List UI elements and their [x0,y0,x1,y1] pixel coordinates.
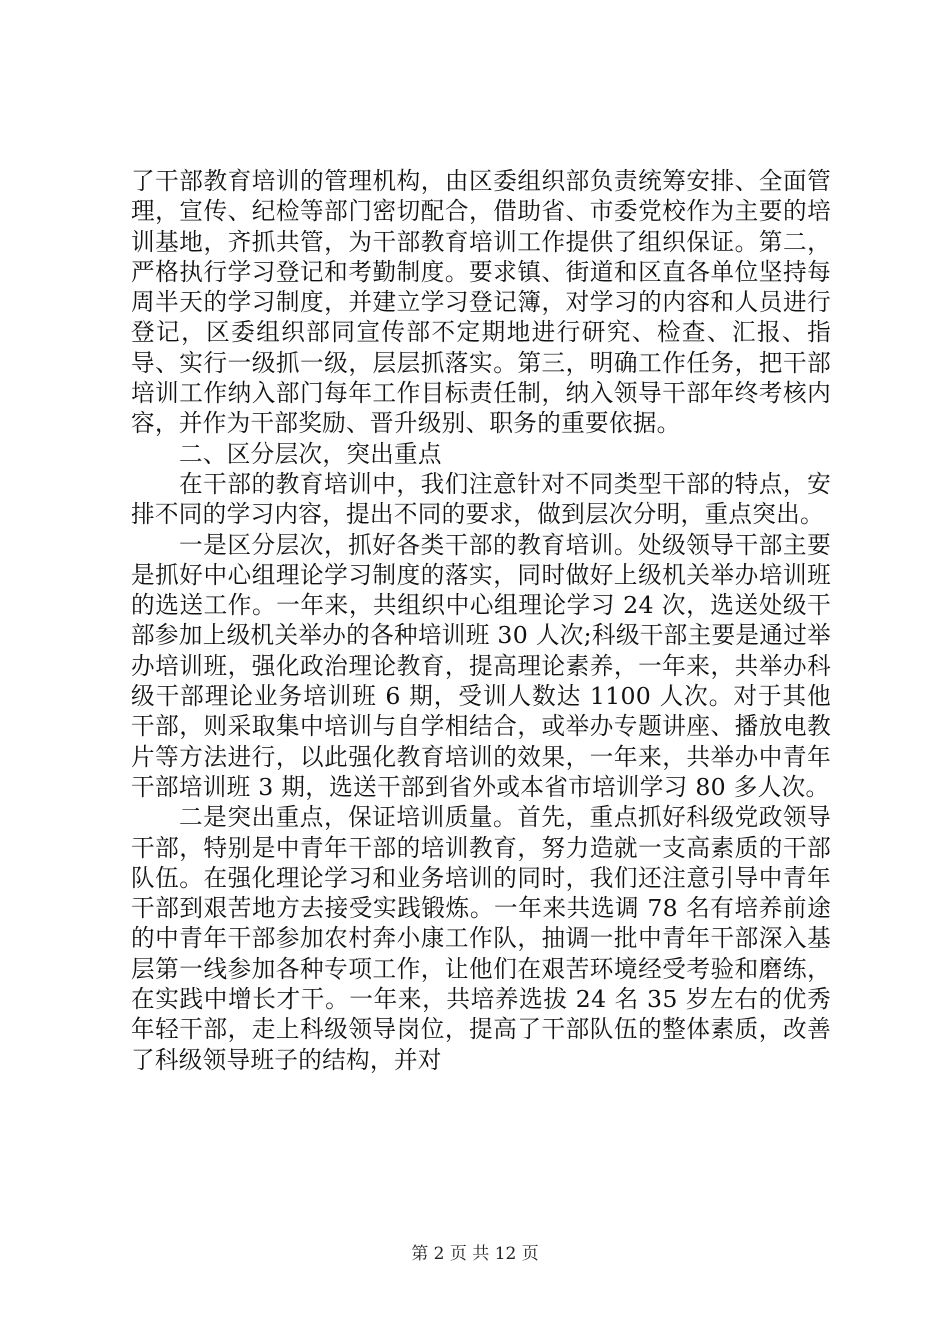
paragraph-2: 在干部的教育培训中，我们注意针对不同类型干部的特点，安排不同的学习内容，提出不同的要求，做到层次分明，重点突出。 [131,469,831,529]
section-heading: 二、区分层次，突出重点 [179,439,442,468]
paragraph-4: 二是突出重点，保证培训质量。首先，重点抓好科级党政领导干部，特别是中青年干部的培训教育，努力造就一支高素质的干部队伍。在强化理论学习和业务培训的同时，我们还注意引导中青年干部到艰苦地方去接受实践锻炼。一年来共选调 78 名有培养前途的中青年干部参加农村奔小康工作队，抽调一批中青年干部深入基层第一线参加各种专项工作，让他们在艰苦环境经受考验和磨练，在实践中增长才干。一年来，共培养选拔 24 名 35 岁左右的优秀年轻干部，走上科级领导岗位，提高了干部队伍的整体素质，改善了科级领导班子的结构，并对 [131,803,831,1074]
page-footer: 第 2 页 共 12 页 [411,1244,539,1264]
paragraph-3: 一是区分层次，抓好各类干部的教育培训。处级领导干部主要是抓好中心组理论学习制度的落实，同时做好上级机关举办培训班的选送工作。一年来，共组织中心组理论学习 24 次，选送处级干部参加上级机关举办的各种培训班 30 人次;科级干部主要是通过举办培训班，强化政治理论教育，提高理论素养，一年来，共举办科级干部理论业务培训班 6 期，受训人数达 1100 人次。对于其他干部，则采取集中培训与自学相结合，或举办专题讲座、播放电教片等方法进行，以此强化教育培训的效果，一年来，共举办中青年干部培训班 3 期，选送干部到省外或本省市培训学习 80 多人次。 [131,530,831,801]
paragraph-1: 了干部教育培训的管理机构，由区委组织部负责统筹安排、全面管理，宣传、纪检等部门密切配合，借助省、市委党校作为主要的培训基地，齐抓共管，为干部教育培训工作提供了组织保证。第二，严格执行学习登记和考勤制度。要求镇、街道和区直各单位坚持每周半天的学习制度，并建立学习登记簿，对学习的内容和人员进行登记，区委组织部同宣传部不定期地进行研究、检查、汇报、指导、实行一级抓一级，层层抓落实。第三，明确工作任务，把干部培训工作纳入部门每年工作目标责任制，纳入领导干部年终考核内容，并作为干部奖励、晋升级别、职务的重要依据。 [131,167,831,438]
document-body [131,166,831,1075]
